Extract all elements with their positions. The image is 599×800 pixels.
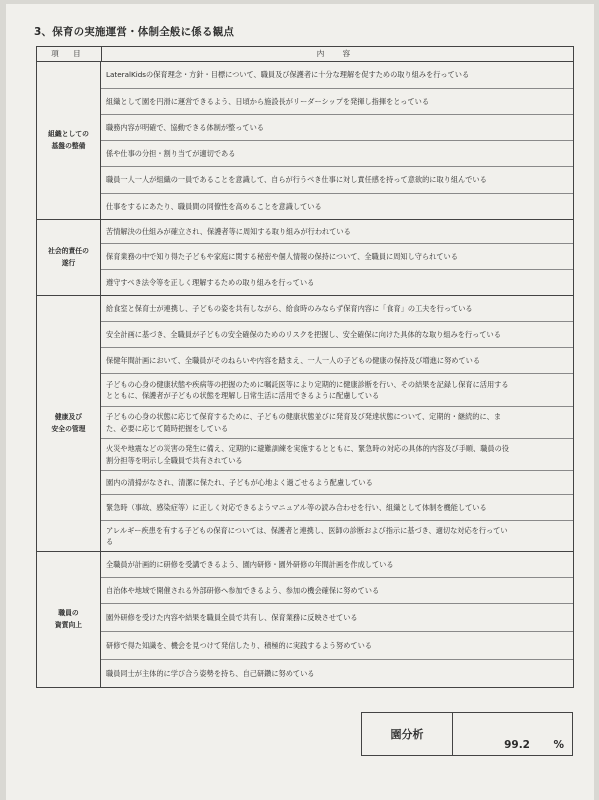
header-item: 項 目 [37, 47, 102, 61]
table-row: 遵守すべき法令等を正しく理解するための取り組みを行っている [106, 277, 315, 287]
table-row: 組織として園を円滑に運営できるよう、日頃から施設長がリーダーシップを発揮し指揮をとっている [101, 89, 573, 115]
document-page [6, 4, 594, 800]
table-row: 全職員が計画的に研修を受講できるよう、園内研修・園外研修の年間計画を作成している [101, 552, 573, 578]
section-organization [37, 62, 573, 220]
section-staff-development [37, 552, 573, 687]
analysis-score-box [361, 712, 573, 756]
table-row: 研修で得た知識を、機会を見つけて発信したり、積極的に実践するよう努めている [101, 632, 573, 660]
section-health-safety [37, 296, 573, 552]
category-label: 健康及び 安全の管理 [37, 296, 101, 551]
table-row: 給食室と保育士が連携し、子どもの姿を共有しながら、給食時のみならず保育内容に「食育」の工夫を行っている [101, 296, 573, 322]
table-row: LateralKidsの保育理念・方針・目標について、職員及び保護者に十分な理解を促すための取り組みを行っている [101, 62, 573, 89]
table-row: 係や仕事の分担・割り当てが適切である [101, 141, 573, 167]
table-row: 子どもの心身の健康状態や疾病等の把握のために嘱託医等により定期的に健康診断を行い、その結果を記録し保育に活用する とともに、保護者が子どもの状態を理解し日常生活に活用できるように配慮している [101, 374, 573, 407]
table-row: 子どもの心身の状態に応じて保育するために、子どもの健康状態並びに発育及び発達状態について、定期的・継続的に、ま た、必要に応じて随時把握をしている [101, 407, 573, 439]
score-label: 園分析 [362, 713, 453, 755]
table-row: 緊急時（事故、感染症等）に正しく対応できるようマニュアル等の読み合わせを行い、組織として体制を機能している [101, 495, 573, 521]
table-row: 園外研修を受けた内容や結果を職員全員で共有し、保育業務に反映させている [101, 604, 573, 632]
header-content: 内 容 [316, 49, 359, 58]
category-label: 社会的責任の 遂行 [37, 220, 101, 295]
table-row: 苦情解決の仕組みが確立され、保護者等に周知する取り組みが行われている [101, 220, 573, 244]
evaluation-table [36, 46, 574, 688]
item-list [101, 296, 573, 551]
table-row: 保健年間計画において、全職員がそのねらいや内容を踏まえ、一人一人の子どもの健康の保持及び増進に努めている [101, 348, 573, 374]
table-row: 職員一人一人が組織の一員であることを意識して、自らが行うべき仕事に対し責任感を持って意欲的に取り組んでいる [101, 167, 573, 194]
section-social-responsibility [37, 220, 573, 296]
section-heading: 3、保育の実施運営・体制全般に係る観点 [34, 26, 235, 38]
score-value-cell [453, 713, 572, 755]
table-row: 火災や地震などの災害の発生に備え、定期的に避難訓練を実施するとともに、緊急時の対応の具体的内容及び手順、職員の役 割分担等を明示し全職員で共有されている [101, 439, 573, 471]
table-row: アレルギー疾患を有する子どもの保育については、保護者と連携し、医師の診断および指示に基づき、適切な対応を行ってい る [106, 525, 508, 546]
table-row: 職員同士が主体的に学び合う姿勢を持ち、自己研鑽に努めている [106, 668, 315, 678]
score-value: 99.2 [504, 739, 530, 751]
category-label: 組織としての 基盤の整備 [37, 62, 101, 219]
table-row: 職務内容が明確で、協動できる体制が整っている [101, 115, 573, 141]
item-list [101, 62, 573, 219]
table-header [37, 47, 573, 62]
item-list [101, 552, 573, 687]
category-label: 職員の 資質向上 [37, 552, 101, 687]
table-row: 園内の清掃がなされ、清潔に保たれ、子どもが心地よく過ごせるよう配慮している [101, 471, 573, 495]
table-row: 仕事をするにあたり、職員間の同僚性を高めることを意識している [106, 201, 322, 211]
item-list [101, 220, 573, 295]
score-unit: % [553, 739, 564, 751]
table-row: 安全計画に基づき、全職員が子どもの安全確保のためのリスクを把握し、安全確保に向けた具体的な取り組みを行っている [101, 322, 573, 348]
table-row: 保育業務の中で知り得た子どもや家庭に関する秘密や個人情報の保持について、全職員に周知し守られている [101, 244, 573, 270]
table-row: 自治体や地域で開催される外部研修へ参加できるよう、参加の機会確保に努めている [101, 578, 573, 604]
